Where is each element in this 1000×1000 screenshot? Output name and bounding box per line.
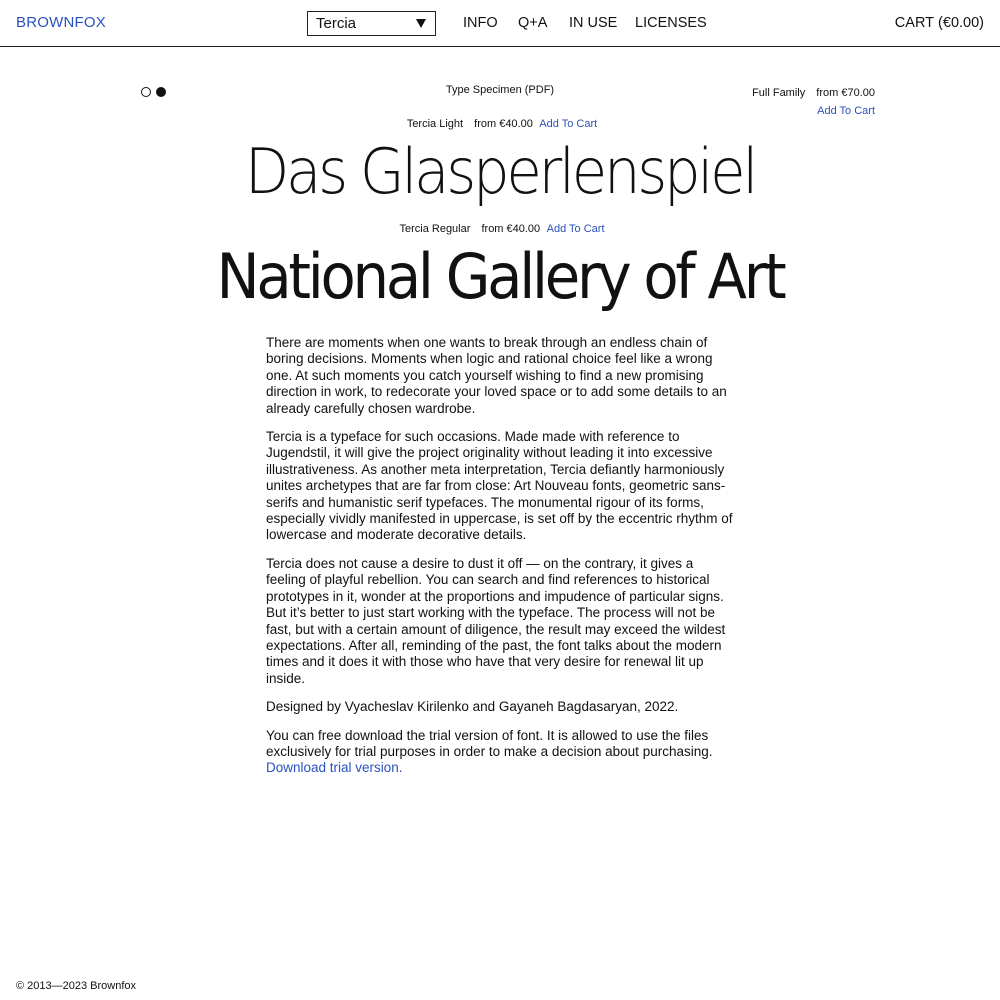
description-paragraph: Tercia is a typeface for such occasions. Made made with reference to Jugendstil, it will give the project originality without leading it into excessive illustrativeness. As another meta interpretation, Tercia defiantly harmoniously unites archetypes that are far from close: Art Nouveau fonts, geometric sans-serifs and humanistic serif typefaces. The monumental rigour of its forms, especially vividly manifested in uppercase, is set off by the eccentric rhythm of lowercase and moderate decorative details. <box>266 429 733 543</box>
regular-add-to-cart-button[interactable]: Add To Cart <box>546 223 605 235</box>
style-name: Tercia Regular <box>399 223 471 235</box>
full-family-add-to-cart-button[interactable]: Add To Cart <box>817 105 875 117</box>
trial-text: You can free download the trial version of font. It is allowed to use the files exclusively for trial purposes in order to make a decision about purchasing. <box>266 727 713 759</box>
style-row-regular <box>0 223 1000 235</box>
brownfox-logo[interactable]: BROWNFOX <box>16 14 106 31</box>
full-family-price: from €70.00 <box>816 87 875 99</box>
download-trial-link[interactable]: Download trial version. <box>266 760 403 776</box>
cart-label: CART <box>894 15 935 31</box>
style-price: from €40.00 <box>474 118 533 130</box>
chevron-down-icon <box>416 19 426 28</box>
type-specimen-pdf-link[interactable]: Type Specimen (PDF) <box>445 84 555 96</box>
trial-info <box>266 728 736 777</box>
description-paragraph: Tercia does not cause a desire to dust it off — on the contrary, it gives a feeling of playful rebellion. You can search and find references to historical prototypes in it, wonder at the proportions and impudence of particular signs. But it’s better to just start working with the typeface. The process will not be fast, but with a certain amount of diligence, the result may exceed the wildest expectations. After all, reminding of the past, the font talks about the modern times and it does it with those who have that very desire for renewal lit up inside. <box>266 555 726 686</box>
light-add-to-cart-button[interactable]: Add To Cart <box>539 118 598 130</box>
cart-button[interactable] <box>895 15 984 31</box>
nav-qa[interactable]: Q+A <box>518 15 548 31</box>
footer-copyright: © 2013—2023 Brownfox <box>16 980 137 992</box>
nav-licenses[interactable]: LICENSES <box>635 15 707 31</box>
style-price: from €40.00 <box>481 223 541 235</box>
description-paragraph: There are moments when one wants to break through an endless chain of boring decisions. Moments when logic and rational choice feel like a wrong one. At such moments you catch yourself wishing to find a new promising direction in work, to redecorate your loved space or to add some details to an already carefully chosen wardrobe. <box>266 335 727 416</box>
font-description <box>266 335 736 789</box>
full-family-label: Full Family <box>752 87 806 99</box>
full-family-purchase <box>752 84 875 120</box>
nav-in-use[interactable]: IN USE <box>569 15 618 31</box>
cart-total: (€0.00) <box>938 15 984 31</box>
top-navigation-bar <box>0 0 1000 47</box>
regular-sample-text: National Gallery of Art <box>216 240 784 313</box>
style-row-light <box>0 118 1000 130</box>
designer-credit: Designed by Vyacheslav Kirilenko and Gayaneh Bagdasaryan, 2022. <box>266 699 679 715</box>
light-sample-text: Das Glasperlenspiel <box>244 135 756 208</box>
nav-info[interactable]: INFO <box>463 15 498 31</box>
style-name: Tercia Light <box>406 118 464 130</box>
font-family-select[interactable] <box>307 11 436 36</box>
font-select-value: Tercia <box>316 15 357 32</box>
